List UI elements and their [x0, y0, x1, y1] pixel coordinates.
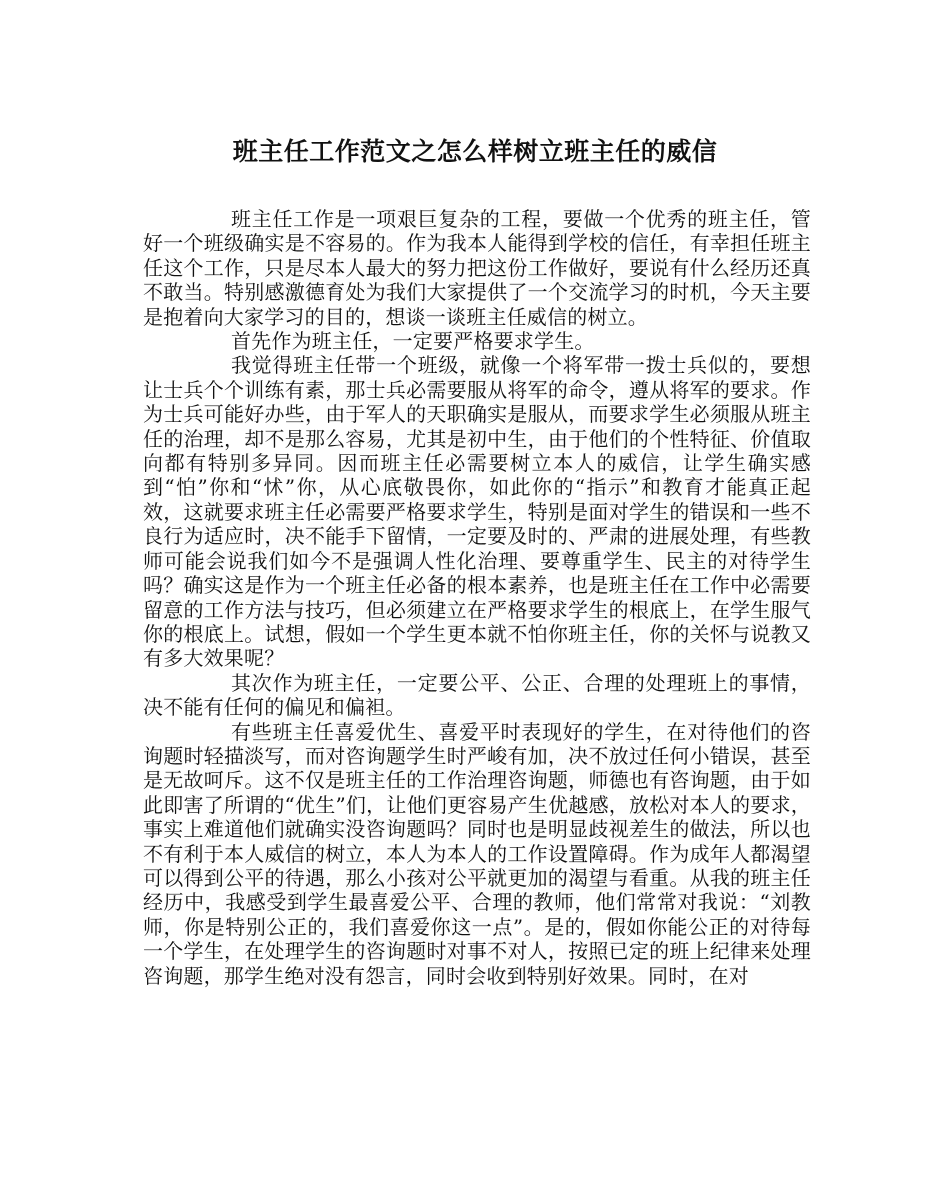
paragraph-intro: 班主任工作是一项艰巨复杂的工程，要做一个优秀的班主任，管好一个班级确实是不容易的。作为我本人能得到学校的信任，有幸担任班主任这个工作，只是尽本人最大的努力把这份工作做好，要说有什么经历还真不敢当。特别感激德育处为我们大家提供了一个交流学习的时机，今天主要是抱着向大家学习的目的，想谈一谈班主任威信的树立。	[143, 207, 811, 329]
document-title: 班主任工作范文之怎么样树立班主任的威信	[232, 137, 718, 166]
document-body	[143, 207, 811, 988]
paragraph-first-point: 首先作为班主任，一定要严格要求学生。	[231, 329, 595, 354]
paragraph-second-point: 其次作为班主任，一定要公平、公正、合理的处理班上的事情，决不能有任何的偏见和偏袒。	[143, 670, 811, 720]
paragraph-fairness: 有些班主任喜爱优生、喜爱平时表现好的学生，在对待他们的咨询题时轻描淡写，而对咨询题学生时严峻有加，决不放过任何小错误，甚至是无故呵斥。这不仅是班主任的工作治理咨询题，师德也有咨询题，由于如此即害了所谓的“优生”们，让他们更容易产生优越感，放松对本人的要求，事实上难道他们就确实没咨询题吗？同时也是明显歧视差生的做法，所以也不有利于本人威信的树立，本人为本人的工作设置障碍。作为成年人都渴望可以得到公平的待遇，那么小孩对公平就更加的渴望与看重。从我的班主任经历中，我感受到学生最喜爱公平、合理的教师，他们常常对我说：“刘教师，你是特别公正的，我们喜爱你这一点”。是的，假如你能公正的对待每一个学生，在处理学生的咨询题时对事不对人，按照已定的班上纪律来处理咨询题，那学生绝对没有怨言，同时会收到特别好效果。同时，在对	[143, 719, 811, 988]
paragraph-strict-requirements: 我觉得班主任带一个班级，就像一个将军带一拨士兵似的，要想让士兵个个训练有素，那士兵必需要服从将军的命令，遵从将军的要求。作为士兵可能好办些，由于军人的天职确实是服从，而要求学生必须服从班主任的治理，却不是那么容易，尤其是初中生，由于他们的个性特征、价值取向都有特别多异同。因而班主任必需要树立本人的威信，让学生确实感到“怕”你和“怵”你，从心底敬畏你，如此你的“指示”和教育才能真正起效，这就要求班主任必需要严格要求学生，特别是面对学生的错误和一些不良行为适应时，决不能手下留情，一定要及时的、严肃的进展处理，有些教师可能会说我们如今不是强调人性化治理、要尊重学生、民主的对待学生吗？确实这是作为一个班主任必备的根本素养，也是班主任在工作中必需要留意的工作方法与技巧，但必须建立在严格要求学生的根底上，在学生服气你的根底上。试想，假如一个学生更本就不怕你班主任，你的关怀与说教又有多大效果呢？	[143, 353, 811, 671]
